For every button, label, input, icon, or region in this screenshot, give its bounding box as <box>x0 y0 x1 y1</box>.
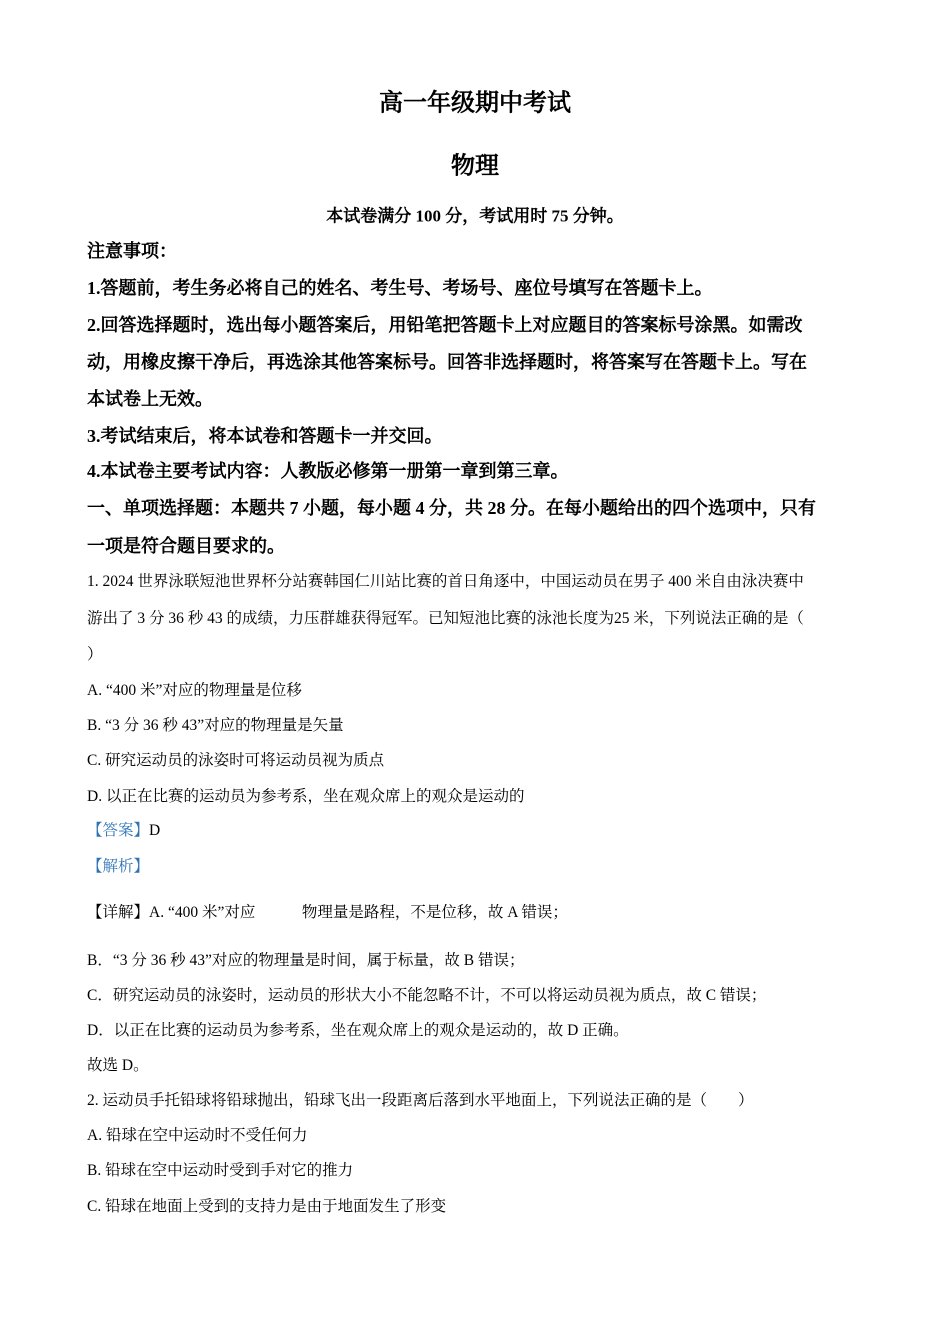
q1-answer <box>87 818 160 840</box>
note-line: 1.答题前，考生务必将自己的姓名、考生号、考场号、座位号填写在答题卡上。 <box>87 278 713 298</box>
note-line: 4.本试卷主要考试内容：人教版必修第一册第一章到第三章。 <box>87 461 569 481</box>
note-line: 2.回答选择题时，选出每小题答案后，用铅笔把答题卡上对应题目的答案标号涂黑。如需改 <box>87 315 803 335</box>
q1-detail: 【详解】A. “400 米”对应 物理量是路程，不是位移，故 A 错误； <box>87 904 568 921</box>
q1-detail: B．“3 分 36 秒 43”对应的物理量是时间，属于标量，故 B 错误； <box>87 952 525 969</box>
subject-title: 物理 <box>451 153 499 180</box>
q1-stem: 游出了 3 分 36 秒 43 的成绩，力压群雄获得冠军。已知短池比赛的泳池长度为25 米，下列说法正确的是（ <box>87 610 804 627</box>
q1-option-a: A. “400 米”对应的物理量是位移 <box>87 682 302 699</box>
exam-info: 本试卷满分 100 分，考试用时 75 分钟。 <box>326 206 624 226</box>
q1-stem: 1. 2024 世界泳联短池世界杯分站赛韩国仁川站比赛的首日角逐中，中国运动员在男子 400 米自由泳决赛中 <box>87 573 804 590</box>
q1-option-c: C. 研究运动员的泳姿时可将运动员视为质点 <box>87 752 385 769</box>
q2-stem: 2. 运动员手托铅球将铅球抛出，铅球飞出一段距离后落到水平地面上，下列说法正确的是（ ） <box>87 1092 754 1109</box>
note-line: 3.考试结束后，将本试卷和答题卡一并交回。 <box>87 426 443 446</box>
section-heading: 一项是符合题目要求的。 <box>87 536 285 556</box>
note-line: 动，用橡皮擦干净后，再选涂其他答案标号。回答非选择题时，将答案写在答题卡上。写在 <box>87 352 807 372</box>
q2-option-a: A. 铅球在空中运动时不受任何力 <box>87 1127 308 1144</box>
q1-detail: C．研究运动员的泳姿时，运动员的形状大小不能忽略不计，不可以将运动员视为质点，故 C 错误； <box>87 987 767 1004</box>
q1-detail: 故选 D。 <box>87 1057 149 1074</box>
q1-stem: ） <box>87 646 103 663</box>
q2-option-b: B. 铅球在空中运动时受到手对它的推力 <box>87 1162 354 1179</box>
q2-option-c: C. 铅球在地面上受到的支持力是由于地面发生了形变 <box>87 1198 447 1215</box>
exam-title: 高一年级期中考试 <box>379 90 571 117</box>
answer-value: D <box>149 822 161 839</box>
q1-detail: D．以正在比赛的运动员为参考系，坐在观众席上的观众是运动的，故 D 正确。 <box>87 1022 629 1039</box>
analysis-label: 【解析】 <box>87 858 150 875</box>
q1-option-b: B. “3 分 36 秒 43”对应的物理量是矢量 <box>87 717 344 734</box>
notes-heading: 注意事项： <box>87 241 177 261</box>
answer-label: 【答案】 <box>87 822 150 839</box>
q1-option-d: D. 以正在比赛的运动员为参考系，坐在观众席上的观众是运动的 <box>87 788 525 805</box>
note-line: 本试卷上无效。 <box>87 389 213 409</box>
section-heading: 一、单项选择题：本题共 7 小题，每小题 4 分，共 28 分。在每小题给出的四个选项中，只有 <box>87 498 816 518</box>
